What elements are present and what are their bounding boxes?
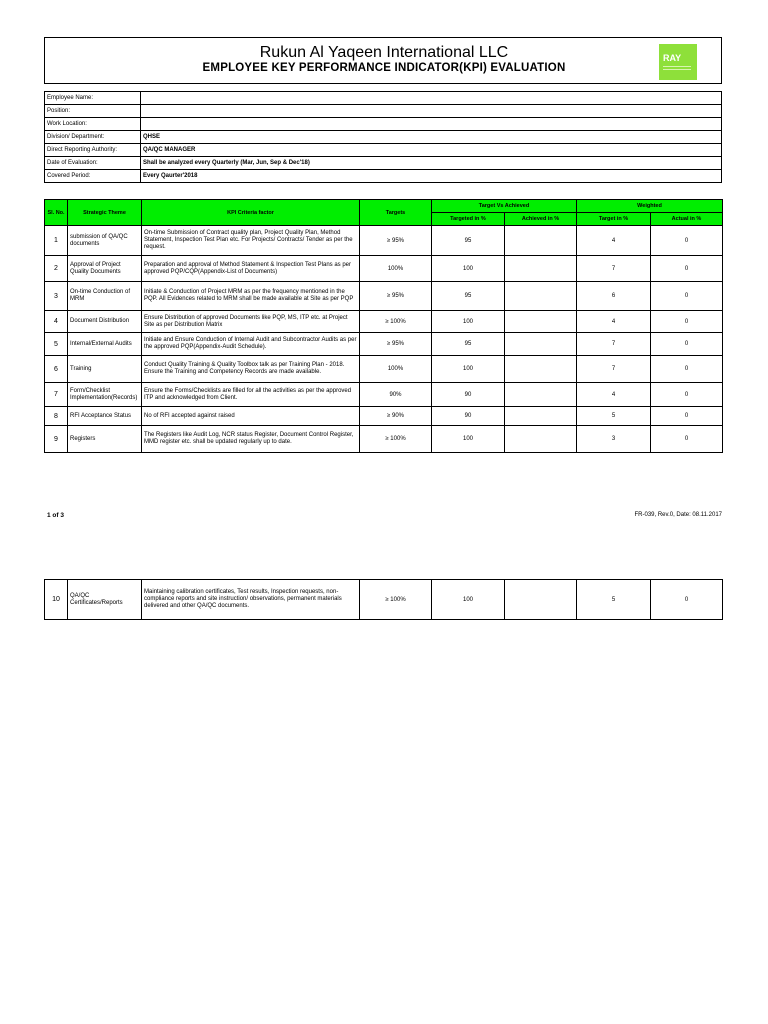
company-name: Rukun Al Yaqeen International LLC xyxy=(259,44,509,61)
kpi-strategic-theme: RFI Acceptance Status xyxy=(68,407,142,426)
kpi-weighted-actual: 0 xyxy=(651,282,723,311)
info-label: Division/ Department: xyxy=(45,131,141,144)
kpi-achieved-pct[interactable] xyxy=(505,426,577,453)
kpi-target: 100% xyxy=(360,356,432,383)
kpi-criteria: The Registers like Audit Log, NCR status Register, Document Control Register, MMD register etc. shall be updated regularly up to date. xyxy=(142,426,360,453)
kpi-weighted-actual: 0 xyxy=(651,426,723,453)
kpi-sl-no: 6 xyxy=(45,356,68,383)
kpi-targeted-pct: 100 xyxy=(432,356,505,383)
kpi-strategic-theme: Document Distribution xyxy=(68,311,142,333)
kpi-row xyxy=(45,580,723,620)
kpi-strategic-theme: Form/Checklist Implementation(Records) xyxy=(68,383,142,407)
info-row xyxy=(45,170,722,183)
kpi-achieved-pct[interactable] xyxy=(505,407,577,426)
kpi-strategic-theme: submission of QA/QC documents xyxy=(68,226,142,256)
kpi-row xyxy=(45,256,723,282)
kpi-sl-no: 1 xyxy=(45,226,68,256)
kpi-strategic-theme: Training xyxy=(68,356,142,383)
kpi-target: ≥ 100% xyxy=(360,426,432,453)
kpi-weighted-target: 4 xyxy=(577,383,651,407)
kpi-targeted-pct: 95 xyxy=(432,333,505,356)
col-actual-pct: Actual in % xyxy=(651,213,723,226)
kpi-sl-no: 3 xyxy=(45,282,68,311)
kpi-strategic-theme: On-time Conduction of MRM xyxy=(68,282,142,311)
kpi-achieved-pct[interactable] xyxy=(505,256,577,282)
info-label: Employee Name: xyxy=(45,92,141,105)
kpi-target: ≥ 95% xyxy=(360,333,432,356)
kpi-target: ≥ 95% xyxy=(360,226,432,256)
kpi-target: 90% xyxy=(360,383,432,407)
kpi-targeted-pct: 100 xyxy=(432,311,505,333)
kpi-weighted-target: 4 xyxy=(577,226,651,256)
col-targets: Targets xyxy=(360,200,432,226)
kpi-achieved-pct[interactable] xyxy=(505,282,577,311)
form-reference: FR-039, Rev.0, Date: 08.11.2017 xyxy=(634,512,722,518)
kpi-weighted-actual: 0 xyxy=(651,311,723,333)
info-row xyxy=(45,92,722,105)
kpi-sl-no: 5 xyxy=(45,333,68,356)
kpi-targeted-pct: 100 xyxy=(432,256,505,282)
info-label: Position: xyxy=(45,105,141,118)
kpi-weighted-target: 4 xyxy=(577,311,651,333)
kpi-sl-no: 4 xyxy=(45,311,68,333)
kpi-criteria: Maintaining calibration certificates, Test results, Inspection requests, non-compliance reports and site instruction/ observations, permanent materials delivered and other QA/QC documents. xyxy=(142,580,360,620)
kpi-weighted-actual: 0 xyxy=(651,580,723,620)
kpi-row xyxy=(45,311,723,333)
info-label: Direct Reporting Authority: xyxy=(45,144,141,157)
info-row xyxy=(45,131,722,144)
kpi-strategic-theme: QA/QC Certificates/Reports xyxy=(68,580,142,620)
info-value xyxy=(141,105,722,118)
kpi-row xyxy=(45,356,723,383)
kpi-weighted-target: 5 xyxy=(577,407,651,426)
col-strategic-theme: Strategic Theme xyxy=(68,200,142,226)
col-sl-no: Sl. No. xyxy=(45,200,68,226)
kpi-achieved-pct[interactable] xyxy=(505,383,577,407)
kpi-table-continued xyxy=(44,579,723,620)
kpi-achieved-pct[interactable] xyxy=(505,226,577,256)
kpi-achieved-pct[interactable] xyxy=(505,580,577,620)
col-achieved-pct: Achieved in % xyxy=(505,213,577,226)
kpi-target: ≥ 100% xyxy=(360,580,432,620)
kpi-weighted-target: 7 xyxy=(577,256,651,282)
kpi-target: 100% xyxy=(360,256,432,282)
info-value xyxy=(141,118,722,131)
kpi-weighted-target: 3 xyxy=(577,426,651,453)
kpi-table xyxy=(44,199,723,453)
info-value xyxy=(141,92,722,105)
kpi-criteria: On-time Submission of Contract quality plan, Project Quality Plan, Method Statement, Inspection Test Plan etc. For Projects/ Contracts/ Tender as per the request. xyxy=(142,226,360,256)
document-title: EMPLOYEE KEY PERFORMANCE INDICATOR(KPI) EVALUATION xyxy=(202,62,566,74)
info-label: Covered Period: xyxy=(45,170,141,183)
info-row xyxy=(45,118,722,131)
kpi-weighted-actual: 0 xyxy=(651,383,723,407)
kpi-weighted-actual: 0 xyxy=(651,407,723,426)
kpi-weighted-actual: 0 xyxy=(651,226,723,256)
info-value: QA/QC MANAGER xyxy=(141,144,722,157)
col-targeted-pct: Targeted in % xyxy=(432,213,505,226)
kpi-criteria: Ensure the Forms/Checklists are filled for all the activities as per the approved ITP and acknowledged from Client. xyxy=(142,383,360,407)
kpi-target: ≥ 90% xyxy=(360,407,432,426)
kpi-weighted-actual: 0 xyxy=(651,356,723,383)
kpi-targeted-pct: 95 xyxy=(432,282,505,311)
kpi-sl-no: 7 xyxy=(45,383,68,407)
kpi-targeted-pct: 90 xyxy=(432,383,505,407)
kpi-sl-no: 2 xyxy=(45,256,68,282)
kpi-row xyxy=(45,333,723,356)
info-row xyxy=(45,144,722,157)
document-header xyxy=(44,37,722,84)
col-target-vs-achieved: Target Vs Achieved xyxy=(432,200,577,213)
kpi-row xyxy=(45,426,723,453)
kpi-targeted-pct: 90 xyxy=(432,407,505,426)
info-value: Shall be analyzed every Quarterly (Mar, Jun, Sep & Dec'18) xyxy=(141,157,722,170)
kpi-weighted-target: 7 xyxy=(577,356,651,383)
col-kpi-criteria: KPI Criteria factor xyxy=(142,200,360,226)
kpi-weighted-target: 7 xyxy=(577,333,651,356)
company-logo xyxy=(659,44,697,80)
kpi-criteria: Conduct Quality Training & Quality Toolbox talk as per Training Plan - 2018. Ensure the Training and Competency Records are made available. xyxy=(142,356,360,383)
kpi-sl-no: 9 xyxy=(45,426,68,453)
page-number: 1 of 3 xyxy=(47,512,64,519)
col-weighted: Weighted xyxy=(577,200,723,213)
kpi-row xyxy=(45,282,723,311)
kpi-strategic-theme: Registers xyxy=(68,426,142,453)
info-label: Work Location: xyxy=(45,118,141,131)
kpi-target: ≥ 95% xyxy=(360,282,432,311)
kpi-weighted-target: 5 xyxy=(577,580,651,620)
kpi-row xyxy=(45,226,723,256)
kpi-criteria: Ensure Distribution of approved Documents like PQP, MS, ITP etc. at Project Site as per Distribution Matrix xyxy=(142,311,360,333)
kpi-sl-no: 8 xyxy=(45,407,68,426)
logo-text: RAY xyxy=(663,53,682,63)
kpi-targeted-pct: 100 xyxy=(432,426,505,453)
kpi-row xyxy=(45,383,723,407)
kpi-weighted-actual: 0 xyxy=(651,256,723,282)
kpi-strategic-theme: Approval of Project Quality Documents xyxy=(68,256,142,282)
employee-info-table xyxy=(44,91,722,183)
kpi-achieved-pct[interactable] xyxy=(505,311,577,333)
kpi-targeted-pct: 100 xyxy=(432,580,505,620)
info-row xyxy=(45,157,722,170)
kpi-strategic-theme: Internal/External Audits xyxy=(68,333,142,356)
info-label: Date of Evaluation: xyxy=(45,157,141,170)
kpi-criteria: Preparation and approval of Method Statement & Inspection Test Plans as per approved PQP/CQP(Appendix-List of Documents) xyxy=(142,256,360,282)
kpi-target: ≥ 100% xyxy=(360,311,432,333)
kpi-criteria: No of RFI accepted against raised xyxy=(142,407,360,426)
kpi-criteria: Initiate & Conduction of Project MRM as per the frequency mentioned in the PQP. All Evidences related to MRM shall be made available at Site as per PQP xyxy=(142,282,360,311)
kpi-achieved-pct[interactable] xyxy=(505,356,577,383)
info-row xyxy=(45,105,722,118)
info-value: Every Qaurter'2018 xyxy=(141,170,722,183)
kpi-weighted-target: 6 xyxy=(577,282,651,311)
kpi-weighted-actual: 0 xyxy=(651,333,723,356)
kpi-achieved-pct[interactable] xyxy=(505,333,577,356)
kpi-criteria: Initiate and Ensure Conduction of Internal Audit and Subcontractor Audits as per the approved PQP(Appendix-Audit Schedule). xyxy=(142,333,360,356)
col-target-pct: Target in % xyxy=(577,213,651,226)
kpi-row xyxy=(45,407,723,426)
kpi-targeted-pct: 95 xyxy=(432,226,505,256)
info-value: QHSE xyxy=(141,131,722,144)
kpi-sl-no: 10 xyxy=(45,580,68,620)
